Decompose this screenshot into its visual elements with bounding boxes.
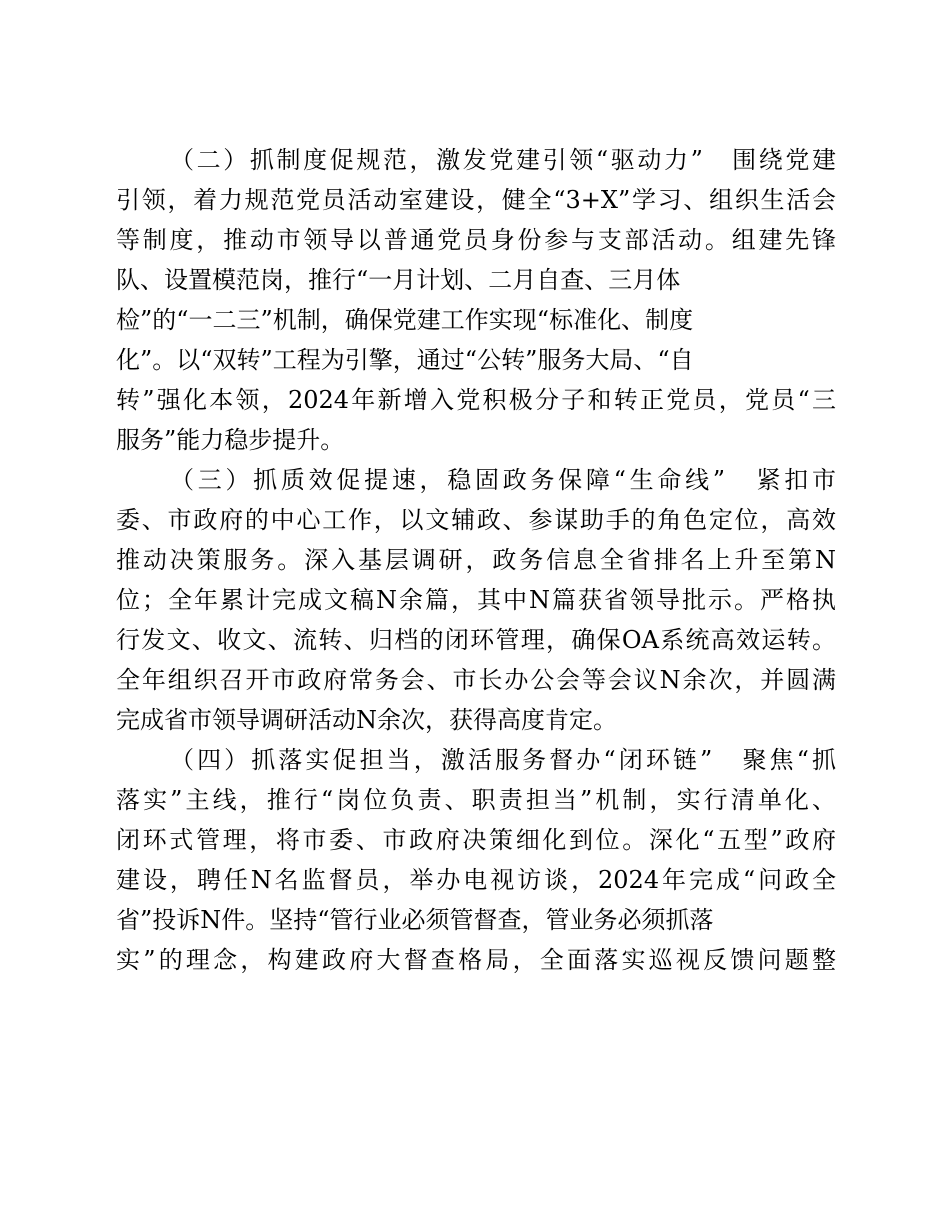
text-line: 等制度，推动市领导以普通党员身份参与支部活动。组建先锋 (116, 226, 836, 254)
paragraph-section-3 (116, 460, 836, 740)
text-line: 检”的“一二三”机制，确保党建工作实现“标准化、制度 (116, 306, 694, 334)
text-line: 引领，着力规范党员活动室建设，健全“3+X”学习、组织生活会 (116, 186, 836, 214)
text-line: （四）抓落实促担当，激活服务督办“闭环链” 聚焦“抓 (170, 746, 836, 774)
text-line: 行发文、收文、流转、归档的闭环管理，确保OA系统高效运转。 (116, 626, 836, 654)
text-line: （二）抓制度促规范，激发党建引领“驱动力” 围绕党建 (170, 146, 836, 174)
text-line: 位；全年累计完成文稿N余篇，其中N篇获省领导批示。严格执 (116, 586, 836, 614)
text-line: 队、设置模范岗，推行“一月计划、二月自查、三月体 (116, 266, 681, 294)
text-line: 建设，聘任N名监督员，举办电视访谈，2024年完成“问政全 (116, 866, 836, 894)
text-line: 全年组织召开市政府常务会、市长办公会等会议N余次，并圆满 (116, 666, 836, 694)
text-line: 落实”主线，推行“岗位负责、职责担当”机制，实行清单化、 (116, 786, 836, 814)
text-line: 完成省市领导调研活动N余次，获得高度肯定。 (116, 706, 617, 734)
text-line: 实”的理念，构建政府大督查格局，全面落实巡视反馈问题整 (116, 946, 836, 974)
paragraph-section-4 (116, 740, 836, 980)
text-line: 闭环式管理，将市委、市政府决策细化到位。深化“五型”政府 (116, 826, 836, 854)
text-line: 转”强化本领，2024年新增入党积极分子和转正党员，党员“三 (116, 386, 836, 414)
text-line: （三）抓质效促提速，稳固政务保障“生命线” 紧扣市 (170, 466, 836, 494)
text-line: 化”。以“双转”工程为引擎，通过“公转”服务大局、“自 (116, 346, 694, 374)
text-line: 推动决策服务。深入基层调研，政务信息全省排名上升至第N (116, 546, 836, 574)
paragraph-section-2 (116, 140, 836, 460)
document-body (116, 140, 836, 980)
text-line: 委、市政府的中心工作，以文辅政、参谋助手的角色定位，高效 (116, 506, 836, 534)
text-line: 服务”能力稳步提升。 (116, 426, 345, 454)
text-line: 省”投诉N件。坚持“管行业必须管督查，管业务必须抓落 (116, 906, 714, 934)
